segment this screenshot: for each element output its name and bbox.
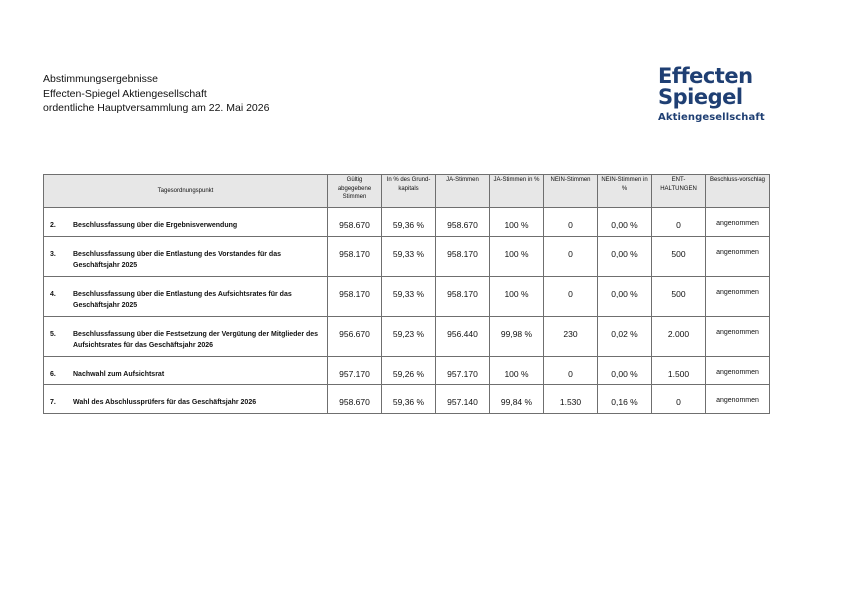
agenda-number: 2. [50,222,56,229]
agenda-text: Beschlussfassung über die Entlastung des Aufsichtsrates für das Geschäftsjahr 2025 [73,290,292,309]
yes-pct-cell: 100 % [490,276,544,316]
resolution-cell: angenommen [706,385,770,414]
table-row [44,385,770,414]
no-votes-cell: 1.530 [544,385,598,414]
resolution-cell: angenommen [706,208,770,237]
resolution-cell: angenommen [706,316,770,356]
yes-votes-cell: 958.670 [436,208,490,237]
valid-votes-cell: 958.670 [328,385,382,414]
agenda-text: Wahl des Abschlussprüfers für das Geschäftsjahr 2026 [73,399,257,406]
agenda-number: 7. [50,399,56,406]
table-row [44,356,770,385]
agenda-number: 6. [50,370,56,378]
column-header-pct-capital: In % des Grund-kapitals [382,175,436,208]
no-pct-cell: 0,16 % [598,385,652,414]
yes-pct-cell: 100 % [490,356,544,385]
document-header [43,72,269,116]
abstentions-cell: 0 [652,385,706,414]
column-header-valid-votes: Gültig abgegebene Stimmen [328,175,382,208]
table-row [44,276,770,316]
column-header-yes-votes: JA-Stimmen [436,175,490,208]
no-votes-cell: 0 [544,236,598,276]
agenda-item [44,276,328,316]
abstentions-cell: 500 [652,236,706,276]
header-meeting: ordentliche Hauptversammlung am 22. Mai 2026 [43,102,270,114]
agenda-text: Beschlussfassung über die Entlastung des Vorstandes für das Geschäftsjahr 2025 [73,250,281,269]
agenda-item [44,316,328,356]
valid-votes-cell: 958.170 [328,236,382,276]
table-header-row [44,175,770,208]
resolution-cell: angenommen [706,356,770,385]
logo-line-2: Spiegel [658,85,743,109]
yes-pct-cell: 99,84 % [490,385,544,414]
agenda-text: Nachwahl zum Aufsichtsrat [73,370,165,378]
yes-votes-cell: 957.170 [436,356,490,385]
abstentions-cell: 1.500 [652,356,706,385]
agenda-number: 4. [50,290,56,298]
header-title: Abstimmungsergebnisse [43,73,158,85]
no-votes-cell: 0 [544,356,598,385]
yes-pct-cell: 99,98 % [490,316,544,356]
pct-capital-cell: 59,36 % [382,208,436,237]
table-row [44,236,770,276]
yes-pct-cell: 100 % [490,208,544,237]
pct-capital-cell: 59,26 % [382,356,436,385]
column-header-no-pct: NEIN-Stimmen in % [598,175,652,208]
abstentions-cell: 0 [652,208,706,237]
column-header-abstentions: ENT-HALTUNGEN [652,175,706,208]
no-votes-cell: 0 [544,208,598,237]
no-votes-cell: 0 [544,276,598,316]
no-pct-cell: 0,00 % [598,208,652,237]
company-logo [658,66,765,125]
no-pct-cell: 0,00 % [598,236,652,276]
column-header-resolution: Beschluss-vorschlag [706,175,770,208]
pct-capital-cell: 59,33 % [382,276,436,316]
agenda-item [44,208,328,237]
agenda-number: 3. [50,250,56,258]
valid-votes-cell: 958.670 [328,208,382,237]
no-pct-cell: 0,00 % [598,276,652,316]
agenda-item [44,385,328,414]
yes-votes-cell: 958.170 [436,276,490,316]
yes-votes-cell: 958.170 [436,236,490,276]
pct-capital-cell: 59,23 % [382,316,436,356]
valid-votes-cell: 958.170 [328,276,382,316]
column-header-yes-pct: JA-Stimmen in % [490,175,544,208]
pct-capital-cell: 59,36 % [382,385,436,414]
agenda-item [44,236,328,276]
yes-votes-cell: 957.140 [436,385,490,414]
valid-votes-cell: 957.170 [328,356,382,385]
resolution-cell: angenommen [706,276,770,316]
abstentions-cell: 500 [652,276,706,316]
resolution-cell: angenommen [706,236,770,276]
logo-line-3: Aktiengesellschaft [658,112,765,123]
pct-capital-cell: 59,33 % [382,236,436,276]
abstentions-cell: 2.000 [652,316,706,356]
agenda-number: 5. [50,330,56,338]
no-pct-cell: 0,02 % [598,316,652,356]
voting-results-table [43,174,770,414]
no-votes-cell: 230 [544,316,598,356]
column-header-topic: Tagesordnungspunkt [44,175,328,208]
agenda-text: Beschlussfassung über die Ergebnisverwendung [73,222,238,229]
no-pct-cell: 0,00 % [598,356,652,385]
logo-line-1: Effecten [658,64,753,88]
agenda-text: Beschlussfassung über die Festsetzung der Vergütung der Mitglieder des Aufsichtsrates für das Geschäftsjahr 2026 [73,330,319,349]
agenda-item [44,356,328,385]
valid-votes-cell: 956.670 [328,316,382,356]
yes-pct-cell: 100 % [490,236,544,276]
table-row [44,208,770,237]
column-header-no-votes: NEIN-Stimmen [544,175,598,208]
table-row [44,316,770,356]
header-company: Effecten-Spiegel Aktiengesellschaft [43,87,207,100]
yes-votes-cell: 956.440 [436,316,490,356]
